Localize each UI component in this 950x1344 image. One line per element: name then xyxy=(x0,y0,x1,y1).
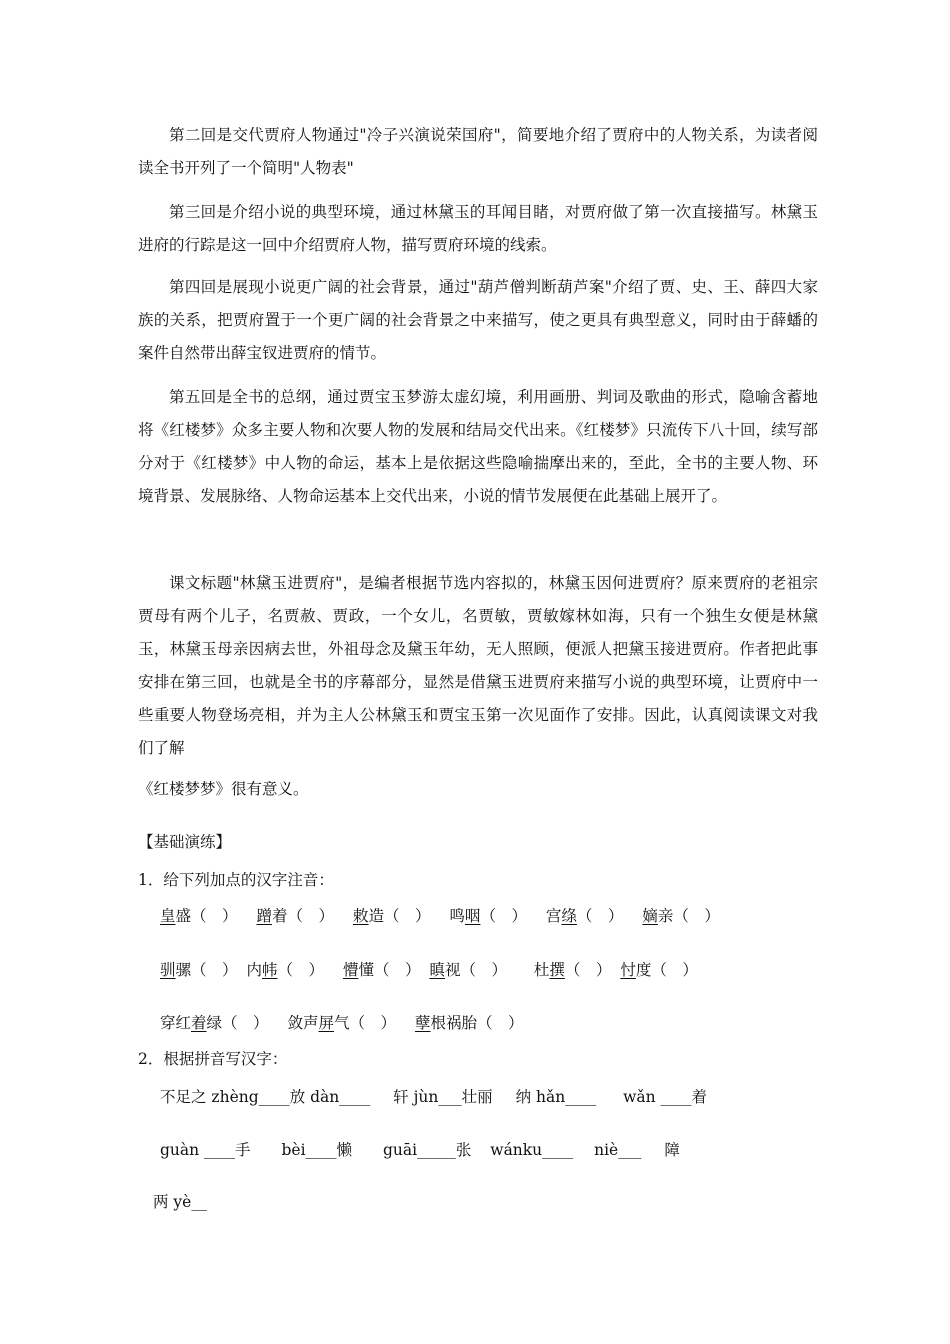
hanzi-item: guàn ____手 xyxy=(160,1141,251,1159)
pinyin-row-2 xyxy=(160,958,698,980)
pinyin-item: 瞋视（ ） xyxy=(429,961,507,979)
hanzi-row-1 xyxy=(160,1085,707,1107)
pinyin-item: 鸣咽（ ） xyxy=(449,907,527,925)
pinyin-item: 驯骡（ ） xyxy=(160,961,238,979)
pinyin-item: 忖度（ ） xyxy=(620,961,698,979)
hanzi-row-2 xyxy=(160,1138,680,1160)
pinyin-item: 宫绦（ ） xyxy=(545,907,624,925)
pinyin-item: 懵懂（ ） xyxy=(342,961,421,979)
pinyin-item: 孽根祸胎（ ） xyxy=(414,1014,524,1032)
pinyin-row-3 xyxy=(160,1011,524,1033)
pinyin-item: 穿红着绿（ ） xyxy=(160,1014,269,1032)
hanzi-item: 纳 hǎn____ xyxy=(515,1088,597,1106)
hanzi-item: wánku____ xyxy=(490,1141,574,1159)
hanzi-item: 障 xyxy=(664,1141,680,1159)
hanzi-item: guāi_____张 xyxy=(383,1141,472,1159)
section-title: 【基础演练】 xyxy=(138,833,232,851)
closing-line: 《红楼梦梦》很有意义。 xyxy=(138,780,309,798)
pinyin-item: 敛声屏气（ ） xyxy=(287,1014,397,1032)
pinyin-item: 内帏（ ） xyxy=(246,961,325,979)
pinyin-item: 敕造（ ） xyxy=(352,907,431,925)
hanzi-item: niè___ xyxy=(594,1141,642,1159)
pinyin-item: 皇盛（ ） xyxy=(160,907,238,925)
hanzi-item: bèi____懒 xyxy=(281,1141,353,1159)
paragraph-lesson-title: 课文标题"林黛玉进贾府"，是编者根据节选内容拟的，林黛玉因何进贾府？原来贾府的老祖宗贾母有两个儿子，名贾赦、贾政，一个女儿，名贾敏，贾敏嫁林如海，只有一个独生女便是林黛玉，林黛玉母亲因病去世，外祖母念及黛玉年幼，无人照顾，便派人把黛玉接进贾府。作者把此事安排在第三回，也就是全书的序幕部分，显然是借黛玉进贾府来描写小说的典型环境，让贾府中一些重要人物登场亮相，并为主人公林黛玉和贾宝玉第一次见面作了安排。因此，认真阅读课文对我们了解 xyxy=(138,574,818,757)
paragraph-chapter-5: 第五回是全书的总纲，通过贾宝玉梦游太虚幻境，利用画册、判词及歌曲的形式，隐喻含蓄地将《红楼梦》众多主要人物和次要人物的发展和结局交代出来。《红楼梦》只流传下八十回，续写部分对于《红楼梦》中人物的命运，基本上是依据这些隐喻揣摩出来的，至此，全书的主要人物、环境背景、发展脉络、人物命运基本上交代出来，小说的情节发展便在此基础上展开了。 xyxy=(138,388,818,505)
hanzi-item: 轩 jùn___壮丽 xyxy=(393,1088,493,1106)
pinyin-row-1 xyxy=(160,904,720,926)
paragraph-chapter-3: 第三回是介绍小说的典型环境，通过林黛玉的耳闻目睹，对贾府做了第一次直接描写。林黛玉进府的行踪是这一回中介绍贾府人物，描写贾府环境的线索。 xyxy=(138,203,818,254)
hanzi-item: wǎn ____着 xyxy=(623,1088,708,1106)
question-2-prompt: 2．根据拼音写汉字： xyxy=(138,1050,288,1068)
pinyin-item: 杜撰（ ） xyxy=(533,961,612,979)
hanzi-item: 不足之 zhèng____放 dàn____ xyxy=(160,1088,371,1106)
pinyin-item: 嫡亲（ ） xyxy=(642,907,720,925)
paragraph-chapter-4: 第四回是展现小说更广阔的社会背景，通过"葫芦僧判断葫芦案"介绍了贾、史、王、薛四大家族的关系，把贾府置于一个更广阔的社会背景之中来描写，使之更具有典型意义，同时由于薛蟠的案件自然带出薛宝钗进贾府的情节。 xyxy=(138,278,818,362)
question-1-prompt: 1．给下列加点的汉字注音： xyxy=(138,871,334,889)
pinyin-item: 蹭着（ ） xyxy=(256,907,334,925)
hanzi-row-3: 两 yè__ xyxy=(153,1193,207,1211)
paragraph-chapter-2: 第二回是交代贾府人物通过"冷子兴演说荣国府"，简要地介绍了贾府中的人物关系，为读者阅读全书开列了一个简明"人物表" xyxy=(138,126,818,177)
